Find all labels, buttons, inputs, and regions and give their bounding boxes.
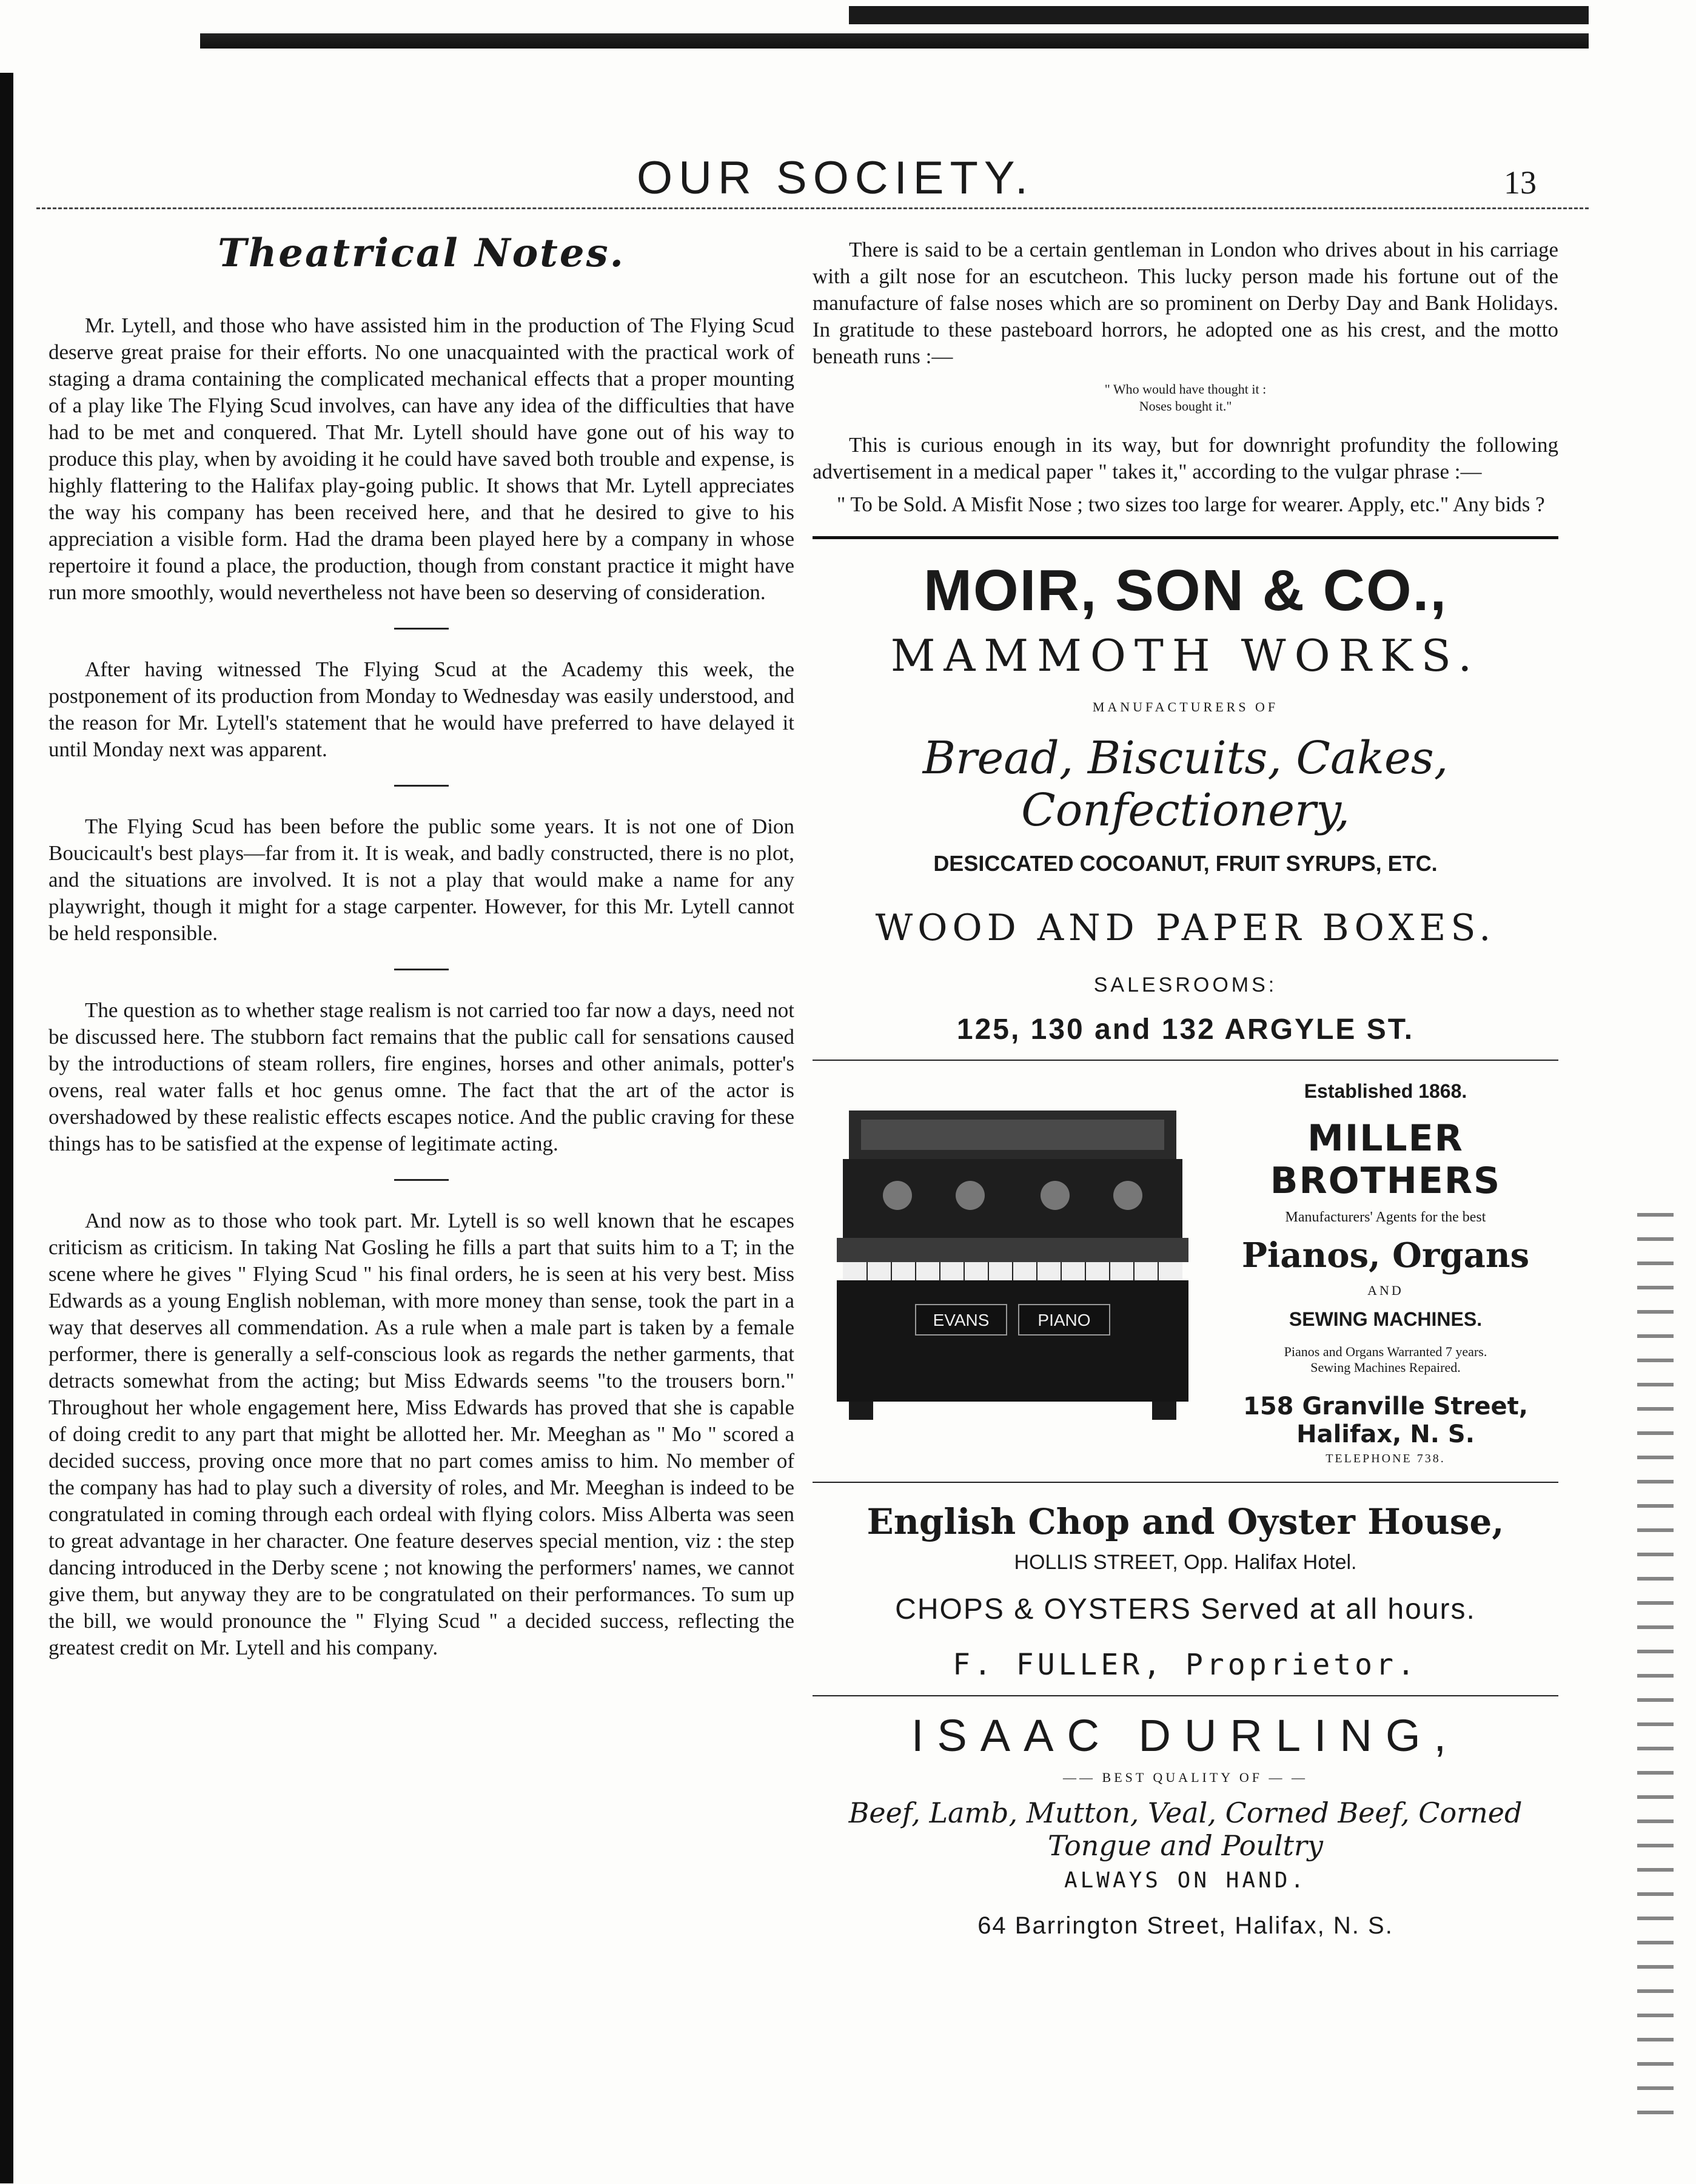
moir-manufacturers-label: MANUFACTURERS OF (1092, 699, 1279, 714)
ad-divider (813, 1060, 1558, 1061)
motto (813, 381, 1558, 415)
miller-info (1213, 1074, 1558, 1466)
moir-description: DESICCATED COCOANUT, FRUIT SYRUPS, ETC. (933, 851, 1438, 876)
miller-sewing: SEWING MACHINES. (1289, 1308, 1483, 1330)
article-paragraph: The Flying Scud has been before the public some years. It is not one of Dion Boucicault's best plays—far from it. It is weak, and badly constructed, there is no plot, and the situations are involved. It is not a play that would make a name for any playwright, though it might for a stage carpenter. However, for this Mr. Lytell cannot be held responsible. (49, 815, 794, 945)
article-paragraph: There is said to be a certain gentleman in London who drives about in his carriage with a gilt nose for an escutcheon. This lucky person made his fortune out of the manufacture of false noses which are so prominent on Derby Day and Bank Holidays. In gratitude to these pasteboard horrors, he adopted one as his crest, and the motto beneath runs :— (813, 238, 1558, 368)
miller-company-name: MILLER BROTHERS (1270, 1117, 1501, 1202)
motto-line: Noses bought it." (1139, 398, 1232, 414)
section-title: Theatrical Notes. (218, 230, 625, 276)
piano-illustration (825, 1098, 1201, 1426)
article-paragraph: The question as to whether stage realism is not carried too far now a days, need not be discussed here. The stubborn fact remains that the public call for sensations caused by the introductions of steam rollers, fire engines, horses and other animals, potter's ovens, real water falls et hoc genus omne. The fact that the art of the actor is overshadowed by these realistic effects escapes notice. And the public craving for these things has to be satisfied at the expense of legitimate acting. (49, 998, 794, 1155)
paragraph-separator (394, 969, 449, 970)
left-column (49, 230, 794, 1661)
miller-telephone: TELEPHONE 738. (1326, 1452, 1446, 1465)
durling-quality: —— BEST QUALITY OF — — (1063, 1770, 1308, 1785)
chop-house-served: CHOPS & OYSTERS Served at all hours. (895, 1593, 1476, 1625)
miller-address: 158 Granville Street, Halifax, N. S. (1243, 1393, 1528, 1448)
ad-divider (813, 1482, 1558, 1483)
miller-goods: Pianos, Organs (1241, 1235, 1530, 1275)
miller-and: AND (1367, 1283, 1404, 1298)
scan-noise-right (1637, 1213, 1674, 2123)
moir-goods: Bread, Biscuits, Cakes, Confectionery, (922, 732, 1449, 836)
publication-title: OUR SOCIETY. (637, 152, 1034, 204)
durling-advertisement (813, 1710, 1558, 1940)
paragraph-separator (394, 1179, 449, 1181)
miller-warranty-line: Pianos and Organs Warranted 7 years. (1284, 1344, 1487, 1359)
miller-warranty-line: Sewing Machines Repaired. (1310, 1360, 1461, 1375)
paragraph-separator (394, 785, 449, 787)
moir-salesrooms-label: SALESROOMS: (1093, 973, 1278, 996)
piano-label-left: EVANS (933, 1311, 990, 1329)
durling-on-hand: ALWAYS ON HAND. (1064, 1868, 1307, 1893)
ad-divider (813, 536, 1558, 539)
moir-works-title: MAMMOTH WORKS. (890, 630, 1481, 681)
chop-house-street: HOLLIS STREET, Opp. Halifax Hotel. (1014, 1551, 1357, 1574)
article-paragraph: And now as to those who took part. Mr. Lytell is so well known that he escapes criticism as criticism. In taking Nat Gosling he fills a part that suits him to a T; in the scene where he gives " Flying Scud " his final orders, he is seen at his very best. Miss Edwards as a young English nobleman, with more money than sense, took the part in a way that deserves all commendation. As a rule when a male part is taken by a female performer, there is generally a self-conscious look as regards the nether garments, that detracts somewhat from the acting; but Miss Edwards seems "to the trousers born." Throughout her whole engagement here, Miss Edwards has proved that she is capable of doing credit to any part that might be allotted her. Mr. Meeghan as " Mo " scored a decided success, proving once more that no part comes amiss to him. No member of the company has had to play such a diversity of roles, and Mr. Meeghan is indeed to be congratulated in coming through each ordeal with flying colors. Miss Alberta was seen to great advantage in her character. One feature deserves special mention, viz : the step dancing introduced in the Derby scene ; not knowing the performers' names, we cannot give them, but anyway they are to be congratulated on their performances. To sum up the bill, we would pronounce the " Flying Scud " a decided success, reflecting the greatest credit on Mr. Lytell and his company. (49, 1209, 794, 1659)
durling-name: ISAAC DURLING, (911, 1710, 1460, 1761)
header-rule (36, 207, 1589, 209)
moir-advertisement (813, 557, 1558, 1046)
scan-rule-top (200, 24, 1589, 55)
chop-house-advertisement (813, 1501, 1558, 1682)
durling-address: 64 Barrington Street, Halifax, N. S. (977, 1912, 1393, 1939)
moir-address: 125, 130 and 132 ARGYLE ST. (956, 1013, 1415, 1046)
article-paragraph: Mr. Lytell, and those who have assisted him in the production of The Flying Scud deserve great praise for their efforts. No one unacquainted with the practical work of staging a drama containing the complicated mechanical effects that a proper mounting of a play like The Flying Scud involves, can have any idea of the difficulties that have had to be met and conquered. That Mr. Lytell should have gone out of his way to produce this play, when by avoiding it he could have saved both trouble and expense, is highly flattering to the Halifax play-going public. It shows that Mr. Lytell appreciates the way his company has been received here, and that he desired to give to his appreciation a visible form. Had the drama been played here by a company in whose repertoire it found a place, the production, though from constant practice it might have run more smoothly, would nevertheless not have been so deserving of consideration. (49, 314, 794, 604)
scan-edge-left (0, 73, 13, 2183)
page-number: 13 (1504, 164, 1537, 201)
chop-house-proprietor: F. FULLER, Proprietor. (953, 1648, 1418, 1682)
miller-agents: Manufacturers' Agents for the best (1285, 1209, 1486, 1225)
paragraph-separator (394, 628, 449, 630)
page-header (36, 152, 1589, 206)
ad-divider (813, 1695, 1558, 1696)
miller-established: Established 1868. (1304, 1080, 1467, 1102)
advert-quote: " To be Sold. A Misfit Nose ; two sizes too large for wearer. Apply, etc." Any bids ? (837, 492, 1545, 516)
article-paragraph: After having witnessed The Flying Scud at the Academy this week, the postponement of its production from Monday to Wednesday was easily understood, and the reason for Mr. Lytell's statement that he would have preferred to have delayed it until Monday next was apparent. (49, 657, 794, 761)
miller-warranty (1213, 1344, 1558, 1376)
right-column (813, 237, 1558, 1940)
chop-house-name: English Chop and Oyster House, (866, 1501, 1504, 1542)
durling-goods: Beef, Lamb, Mutton, Veal, Corned Beef, Corned Tongue and Poultry (848, 1796, 1523, 1862)
moir-company-name: MOIR, SON & CO., (923, 558, 1448, 623)
moir-boxes: WOOD AND PAPER BOXES. (875, 907, 1496, 949)
piano-label-right: PIANO (1037, 1311, 1091, 1329)
article-paragraph: This is curious enough in its way, but for downright profundity the following advertisement in a medical paper " takes it," according to the vulgar phrase :— (813, 433, 1558, 483)
motto-line: " Who would have thought it : (1104, 381, 1267, 397)
miller-advertisement (813, 1074, 1558, 1468)
